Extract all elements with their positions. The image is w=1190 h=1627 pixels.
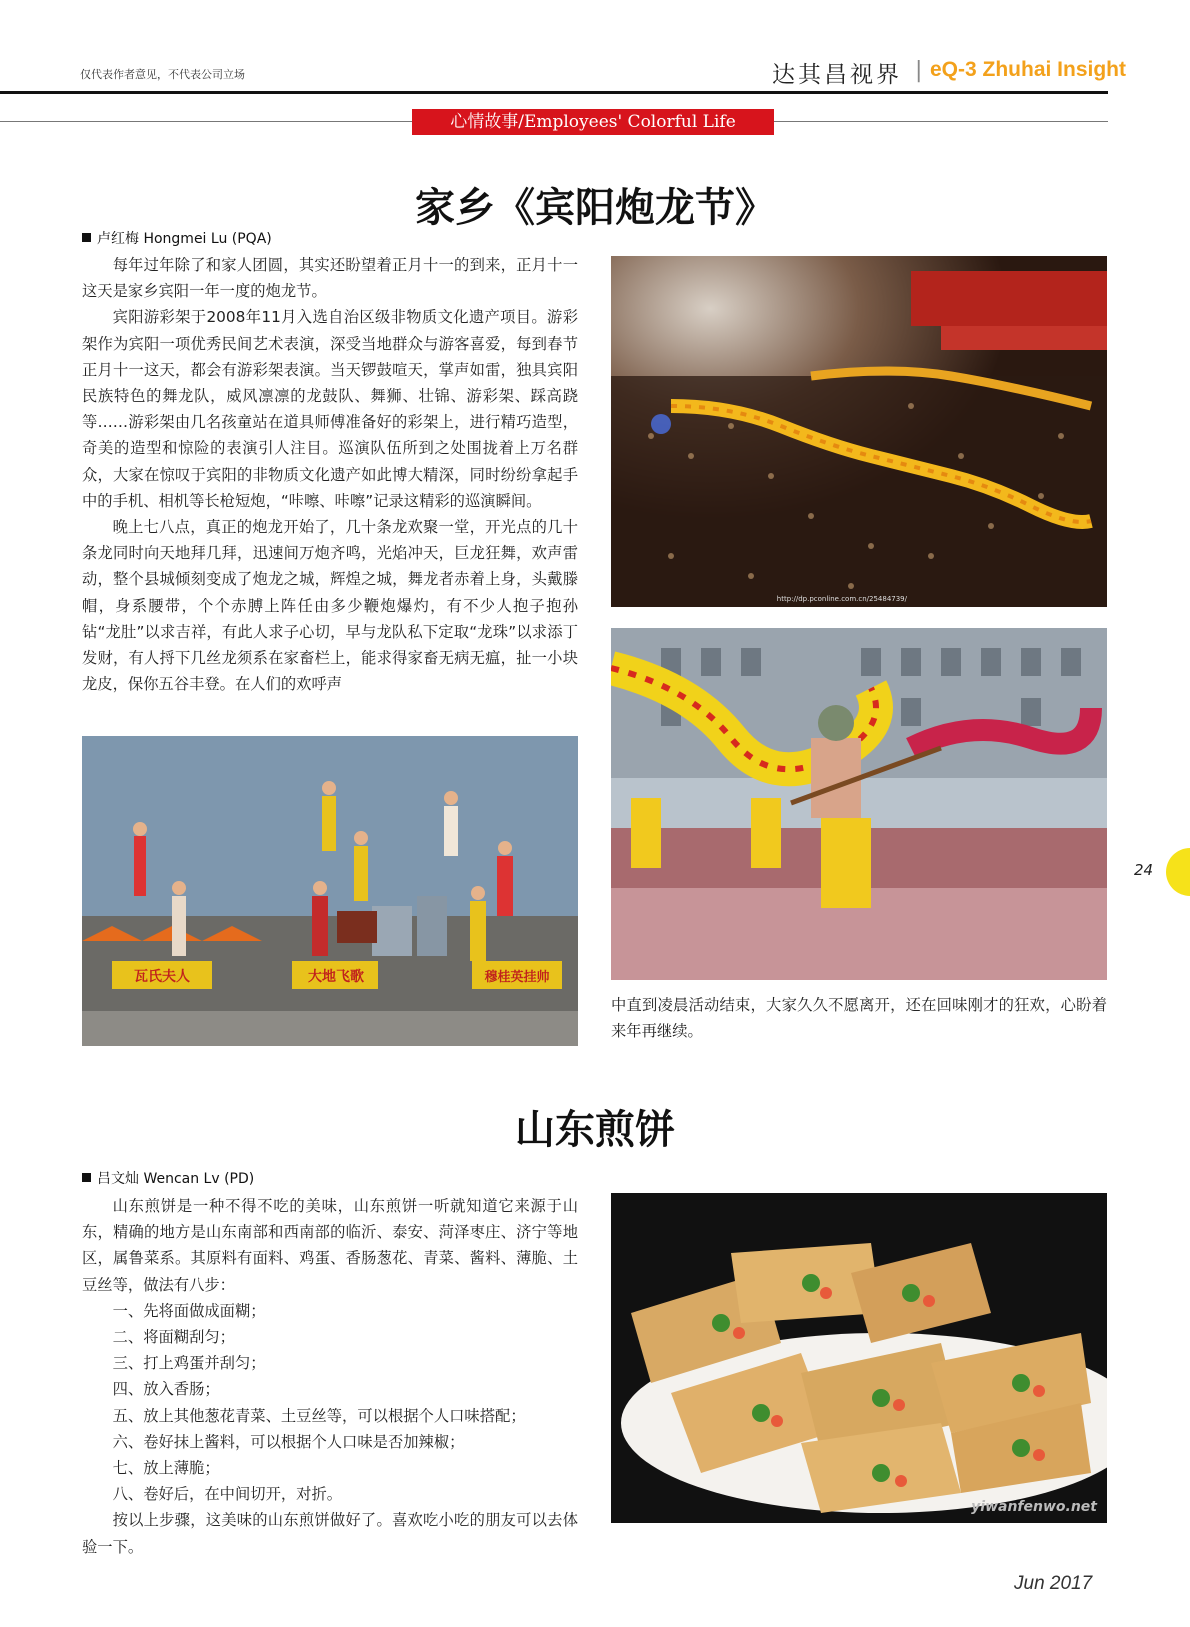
photo-watermark: yiwanfenwo.net xyxy=(971,1499,1097,1515)
steps-list xyxy=(82,1298,578,1508)
paragraph: 晚上七八点，真正的炮龙开始了，几十条龙欢聚一堂，开光点的几十条龙同时向天地拜几拜，迅速间万炮齐鸣，光焰冲天，巨龙狂舞，欢声雷动，整个县城倾刻变成了炮龙之城，辉煌之城，舞龙者赤着上身，头戴滕帽，身系腰带，个个赤膊上阵任由多少鞭炮爆灼，有不少人抱子抱孙钻“龙肚”以求吉祥，有此人求子心切，早与龙队私下定取“龙珠”以求添丁发财，有人捋下几丝龙须系在家畜栏上，能求得家畜无病无瘟，扯一小块龙皮，保你五谷丰登。在人们的欢呼声 xyxy=(82,518,578,694)
list-item: 五、放上其他葱花青菜、土豆丝等，可以根据个人口味搭配； xyxy=(112,1406,526,1425)
list-item: 七、放上薄脆； xyxy=(112,1459,220,1478)
byline-square-icon xyxy=(82,233,91,242)
brand-separator: | xyxy=(915,58,923,83)
section-tab: 心情故事/Employees' Colorful Life xyxy=(412,109,774,135)
byline-text: 吕文灿 Wencan Lv (PD) xyxy=(97,1171,255,1187)
list-item: 六、卷好抹上酱料，可以根据个人口味是否加辣椒； xyxy=(112,1432,465,1451)
list-item: 一、先将面做成面糊； xyxy=(112,1301,266,1320)
article1-title: 家乡《宾阳炮龙节》 xyxy=(415,184,775,231)
performers-photo xyxy=(82,736,578,1046)
list-item: 二、将面糊刮匀； xyxy=(112,1328,235,1347)
page-number: 24 xyxy=(1134,861,1154,879)
article1-byline xyxy=(82,228,272,248)
article1-body xyxy=(82,252,578,697)
page-marker-dot xyxy=(1166,848,1190,896)
paragraph: 按以上步骤，这美味的山东煎饼做好了。喜欢吃小吃的朋友可以去体验一下。 xyxy=(82,1511,578,1556)
issue-date: Jun 2017 xyxy=(1014,1573,1093,1594)
byline-square-icon xyxy=(82,1173,91,1182)
banner-text: 穆桂英挂帅 xyxy=(484,970,550,985)
dragon-dancer-photo xyxy=(611,628,1107,980)
list-item: 四、放入香肠； xyxy=(112,1380,220,1399)
dragon-crowd-photo xyxy=(611,256,1107,607)
list-item: 三、打上鸡蛋并刮匀； xyxy=(112,1354,266,1373)
brand-english: eQ-3 Zhuhai Insight xyxy=(930,58,1127,81)
header-rule xyxy=(0,91,1108,94)
article2-byline xyxy=(82,1168,254,1188)
paragraph: 宾阳游彩架于2008年11月入选自治区级非物质文化遗产项目。游彩架作为宾阳一项优秀民间艺术表演，深受当地群众与游客喜爱，每到春节正月十一这天，都会有游彩架表演。当天锣鼓喧天，掌声如雷，独具宾阳民族特色的舞龙队，威风凛凛的龙鼓队、舞狮、壮锦、游彩架、踩高跷等……游彩架由几名孩童站在道具师傅准备好的彩架上，进行精巧造型，奇美的造型和惊险的表演引人注目。巡演队伍所到之处围拢着上万名群众，大家在惊叹于宾阳的非物质文化遗产如此博大精深，同时纷纷拿起手中的手机、相机等长枪短炮，“咔嚓、咔嚓”记录这精彩的巡演瞬间。 xyxy=(82,308,578,510)
banner-text: 大地飞歌 xyxy=(308,969,364,985)
byline-text: 卢红梅 Hongmei Lu (PQA) xyxy=(97,231,272,247)
article2-title: 山东煎饼 xyxy=(515,1106,675,1153)
paragraph: 山东煎饼是一种不得不吃的美味，山东煎饼一听就知道它来源于山东，精确的地方是山东南部和西南部的临沂、泰安、菏泽枣庄、济宁等地区，属鲁菜系。其原料有面料、鸡蛋、香肠葱花、青菜、酱料、薄脆、土豆丝等，做法有八步： xyxy=(82,1197,578,1294)
brand-chinese: 达其昌视界 xyxy=(772,62,902,88)
article1-continuation xyxy=(611,992,1107,1044)
list-item: 八、卷好后，在中间切开，对折。 xyxy=(112,1485,343,1504)
jianbing-photo xyxy=(611,1193,1107,1523)
paragraph: 每年过年除了和家人团圆，其实还盼望着正月十一的到来，正月十一这天是家乡宾阳一年一度的炮龙节。 xyxy=(82,256,578,301)
article2-body xyxy=(82,1193,578,1560)
photo-source-url: http://dp.pconline.com.cn/25484739/ xyxy=(776,595,907,603)
disclaimer-text: 仅代表作者意见，不代表公司立场 xyxy=(80,68,245,81)
paragraph: 中直到凌晨活动结束，大家久久不愿离开，还在回味刚才的狂欢，心盼着来年再继续。 xyxy=(611,996,1107,1041)
banner-text: 瓦氏夫人 xyxy=(134,969,190,985)
